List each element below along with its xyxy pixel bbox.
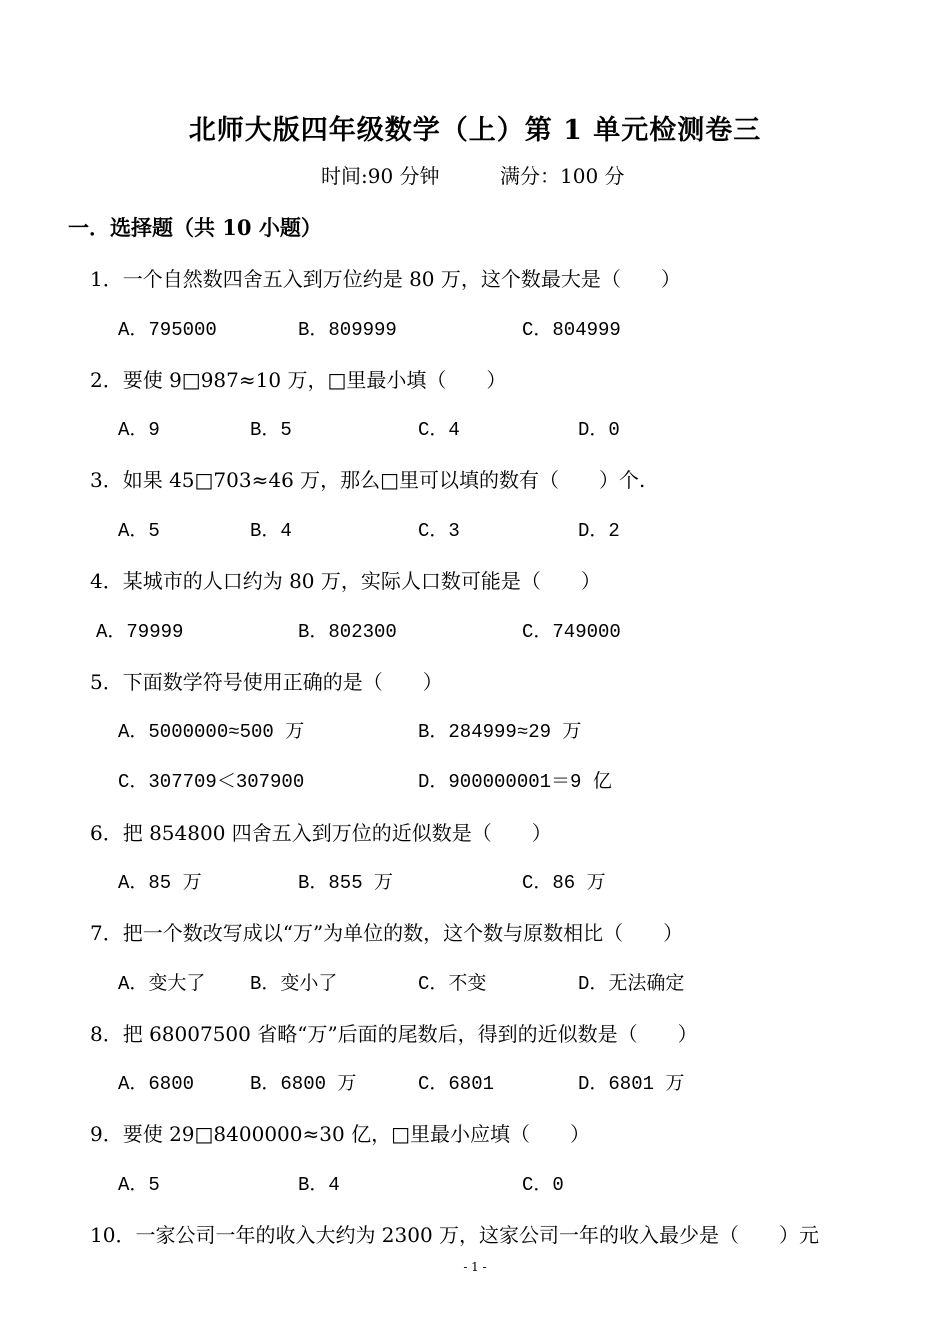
question-9: 9．要使 29□8400000≈30 亿，□里最小应填（ ）: [90, 1122, 590, 1146]
q5-option-d: D．900000001＝9 亿: [418, 771, 612, 793]
question-3: 3．如果 45□703≈46 万，那么□里可以填的数有（ ）个.: [90, 468, 646, 492]
q7-option-b: B．变小了: [250, 973, 338, 995]
question-8: 8．把 68007500 省略“万”后面的尾数后，得到的近似数是（ ）: [90, 1022, 698, 1046]
q6-option-b: B．855 万: [298, 872, 394, 894]
question-7: 7．把一个数改写成以“万”为单位的数，这个数与原数相比（ ）: [90, 921, 684, 945]
q3-option-d: D．2: [578, 520, 620, 542]
q2-option-d: D．0: [578, 419, 620, 441]
q9-option-a: A．5: [118, 1174, 160, 1196]
page-title: 北师大版四年级数学（上）第 1 单元检测卷三: [188, 115, 762, 146]
q9-option-c: C．0: [522, 1174, 564, 1196]
question-1: 1．一个自然数四舍五入到万位约是 80 万，这个数最大是（ ）: [90, 267, 681, 291]
section-heading: 一．选择题（共 10 小题）: [68, 215, 322, 240]
question-2: 2．要使 9□987≈10 万，□里最小填（ ）: [90, 368, 507, 392]
q5-option-c: C．307709＜307900: [118, 771, 305, 793]
q8-option-b: B．6800 万: [250, 1073, 357, 1095]
q8-option-d: D．6801 万: [578, 1073, 685, 1095]
q8-option-a: A．6800: [118, 1073, 195, 1095]
q7-option-a: A．变大了: [118, 973, 206, 995]
q4-option-a: A．79999: [96, 621, 184, 643]
q6-option-a: A．85 万: [118, 872, 202, 894]
page-number: - 1 -: [463, 1260, 487, 1274]
question-4: 4．某城市的人口约为 80 万，实际人口数可能是（ ）: [90, 569, 601, 593]
q3-option-c: C．3: [418, 520, 460, 542]
question-5: 5．下面数学符号使用正确的是（ ）: [90, 670, 443, 694]
q7-option-c: C．不变: [418, 973, 487, 995]
q5-option-a: A．5000000≈500 万: [118, 721, 305, 743]
q2-option-b: B．5: [250, 419, 292, 441]
question-6: 6．把 854800 四舍五入到万位的近似数是（ ）: [90, 821, 552, 845]
q8-option-c: C．6801: [418, 1073, 495, 1095]
question-10: 10．一家公司一年的收入大约为 2300 万，这家公司一年的收入最少是（ ）元: [90, 1223, 820, 1247]
q9-option-b: B．4: [298, 1174, 340, 1196]
exam-time: 时间:90 分钟: [321, 164, 440, 188]
q5-option-b: B．284999≈29 万: [418, 721, 582, 743]
q4-option-b: B．802300: [298, 621, 397, 643]
exam-score: 满分：100 分: [500, 164, 625, 188]
q7-option-d: D．无法确定: [578, 973, 685, 995]
q3-option-b: B．4: [250, 520, 292, 542]
q2-option-a: A．9: [118, 419, 160, 441]
q1-option-a: A．795000: [118, 319, 217, 341]
q4-option-c: C．749000: [522, 621, 621, 643]
q1-option-c: C．804999: [522, 319, 621, 341]
q3-option-a: A．5: [118, 520, 160, 542]
q2-option-c: C．4: [418, 419, 460, 441]
q1-option-b: B．809999: [298, 319, 397, 341]
q6-option-c: C．86 万: [522, 872, 606, 894]
